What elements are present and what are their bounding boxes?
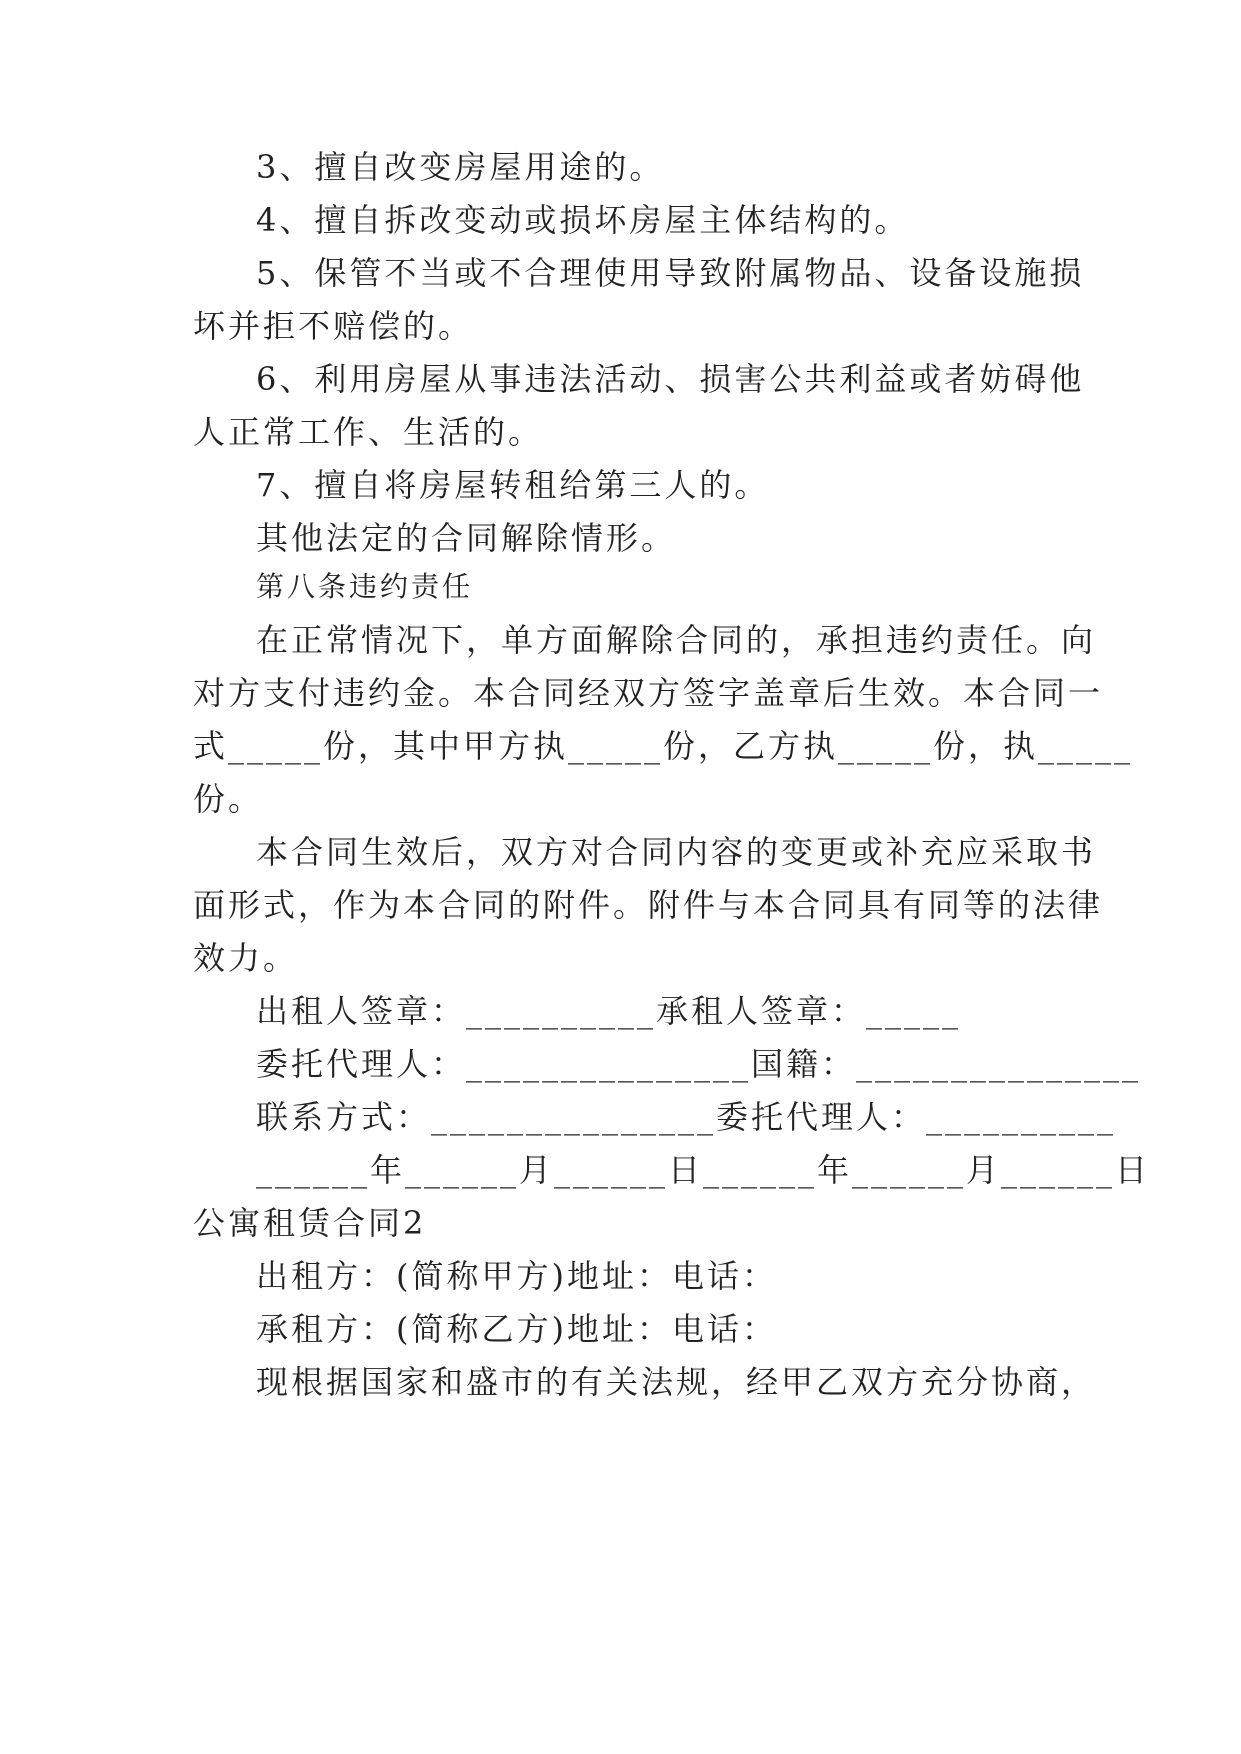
clause-4: 4、擅自拆改变动或损坏房屋主体结构的。 [256, 201, 910, 239]
breach-paragraph-line-1: 在正常情况下，单方面解除合同的，承担违约责任。向 [256, 621, 1097, 659]
breach-paragraph-line-3: 式_____份，其中甲方执_____份，乙方执_____份，执_____ [193, 727, 1134, 765]
contact-agent-line: 联系方式：_______________委托代理人：__________ [256, 1098, 1117, 1136]
clause-other: 其他法定的合同解除情形。 [256, 519, 677, 557]
contract-2-title: 公寓租赁合同2 [193, 1204, 427, 1242]
amendment-paragraph-line-2: 面形式，作为本合同的附件。附件与本合同具有同等的法律 [193, 886, 1104, 924]
clause-3: 3、擅自改变房屋用途的。 [256, 148, 665, 186]
clause-6-line-2: 人正常工作、生活的。 [193, 413, 544, 451]
clause-7: 7、擅自将房屋转租给第三人的。 [256, 466, 770, 504]
clause-6-line-1: 6、利用房屋从事违法活动、损害公共利益或者妨碍他 [256, 360, 1085, 398]
lessor-line: 出租方：(简称甲方)地址：电话： [256, 1257, 777, 1295]
breach-paragraph-line-2: 对方支付违约金。本合同经双方签字盖章后生效。本合同一 [193, 674, 1104, 712]
lessee-line: 承租方：(简称乙方)地址：电话： [256, 1310, 777, 1348]
breach-paragraph-line-4: 份。 [193, 780, 264, 818]
clause-5-line-2: 坏并拒不赔偿的。 [193, 307, 474, 345]
signature-line: 出租人签章：__________承租人签章：_____ [256, 992, 962, 1030]
agent-nationality-line: 委托代理人：_______________国籍：_______________ [256, 1045, 1142, 1083]
article-8-heading: 第八条违约责任 [256, 570, 474, 603]
amendment-paragraph-line-3: 效力。 [193, 939, 299, 977]
preamble-line: 现根据国家和盛市的有关法规，经甲乙双方充分协商， [256, 1363, 1097, 1401]
date-line: ______年______月______日______年______月______日 [256, 1151, 1151, 1189]
amendment-paragraph-line-1: 本合同生效后，双方对合同内容的变更或补充应采取书 [256, 833, 1097, 871]
clause-5-line-1: 5、保管不当或不合理使用导致附属物品、设备设施损 [256, 254, 1085, 292]
